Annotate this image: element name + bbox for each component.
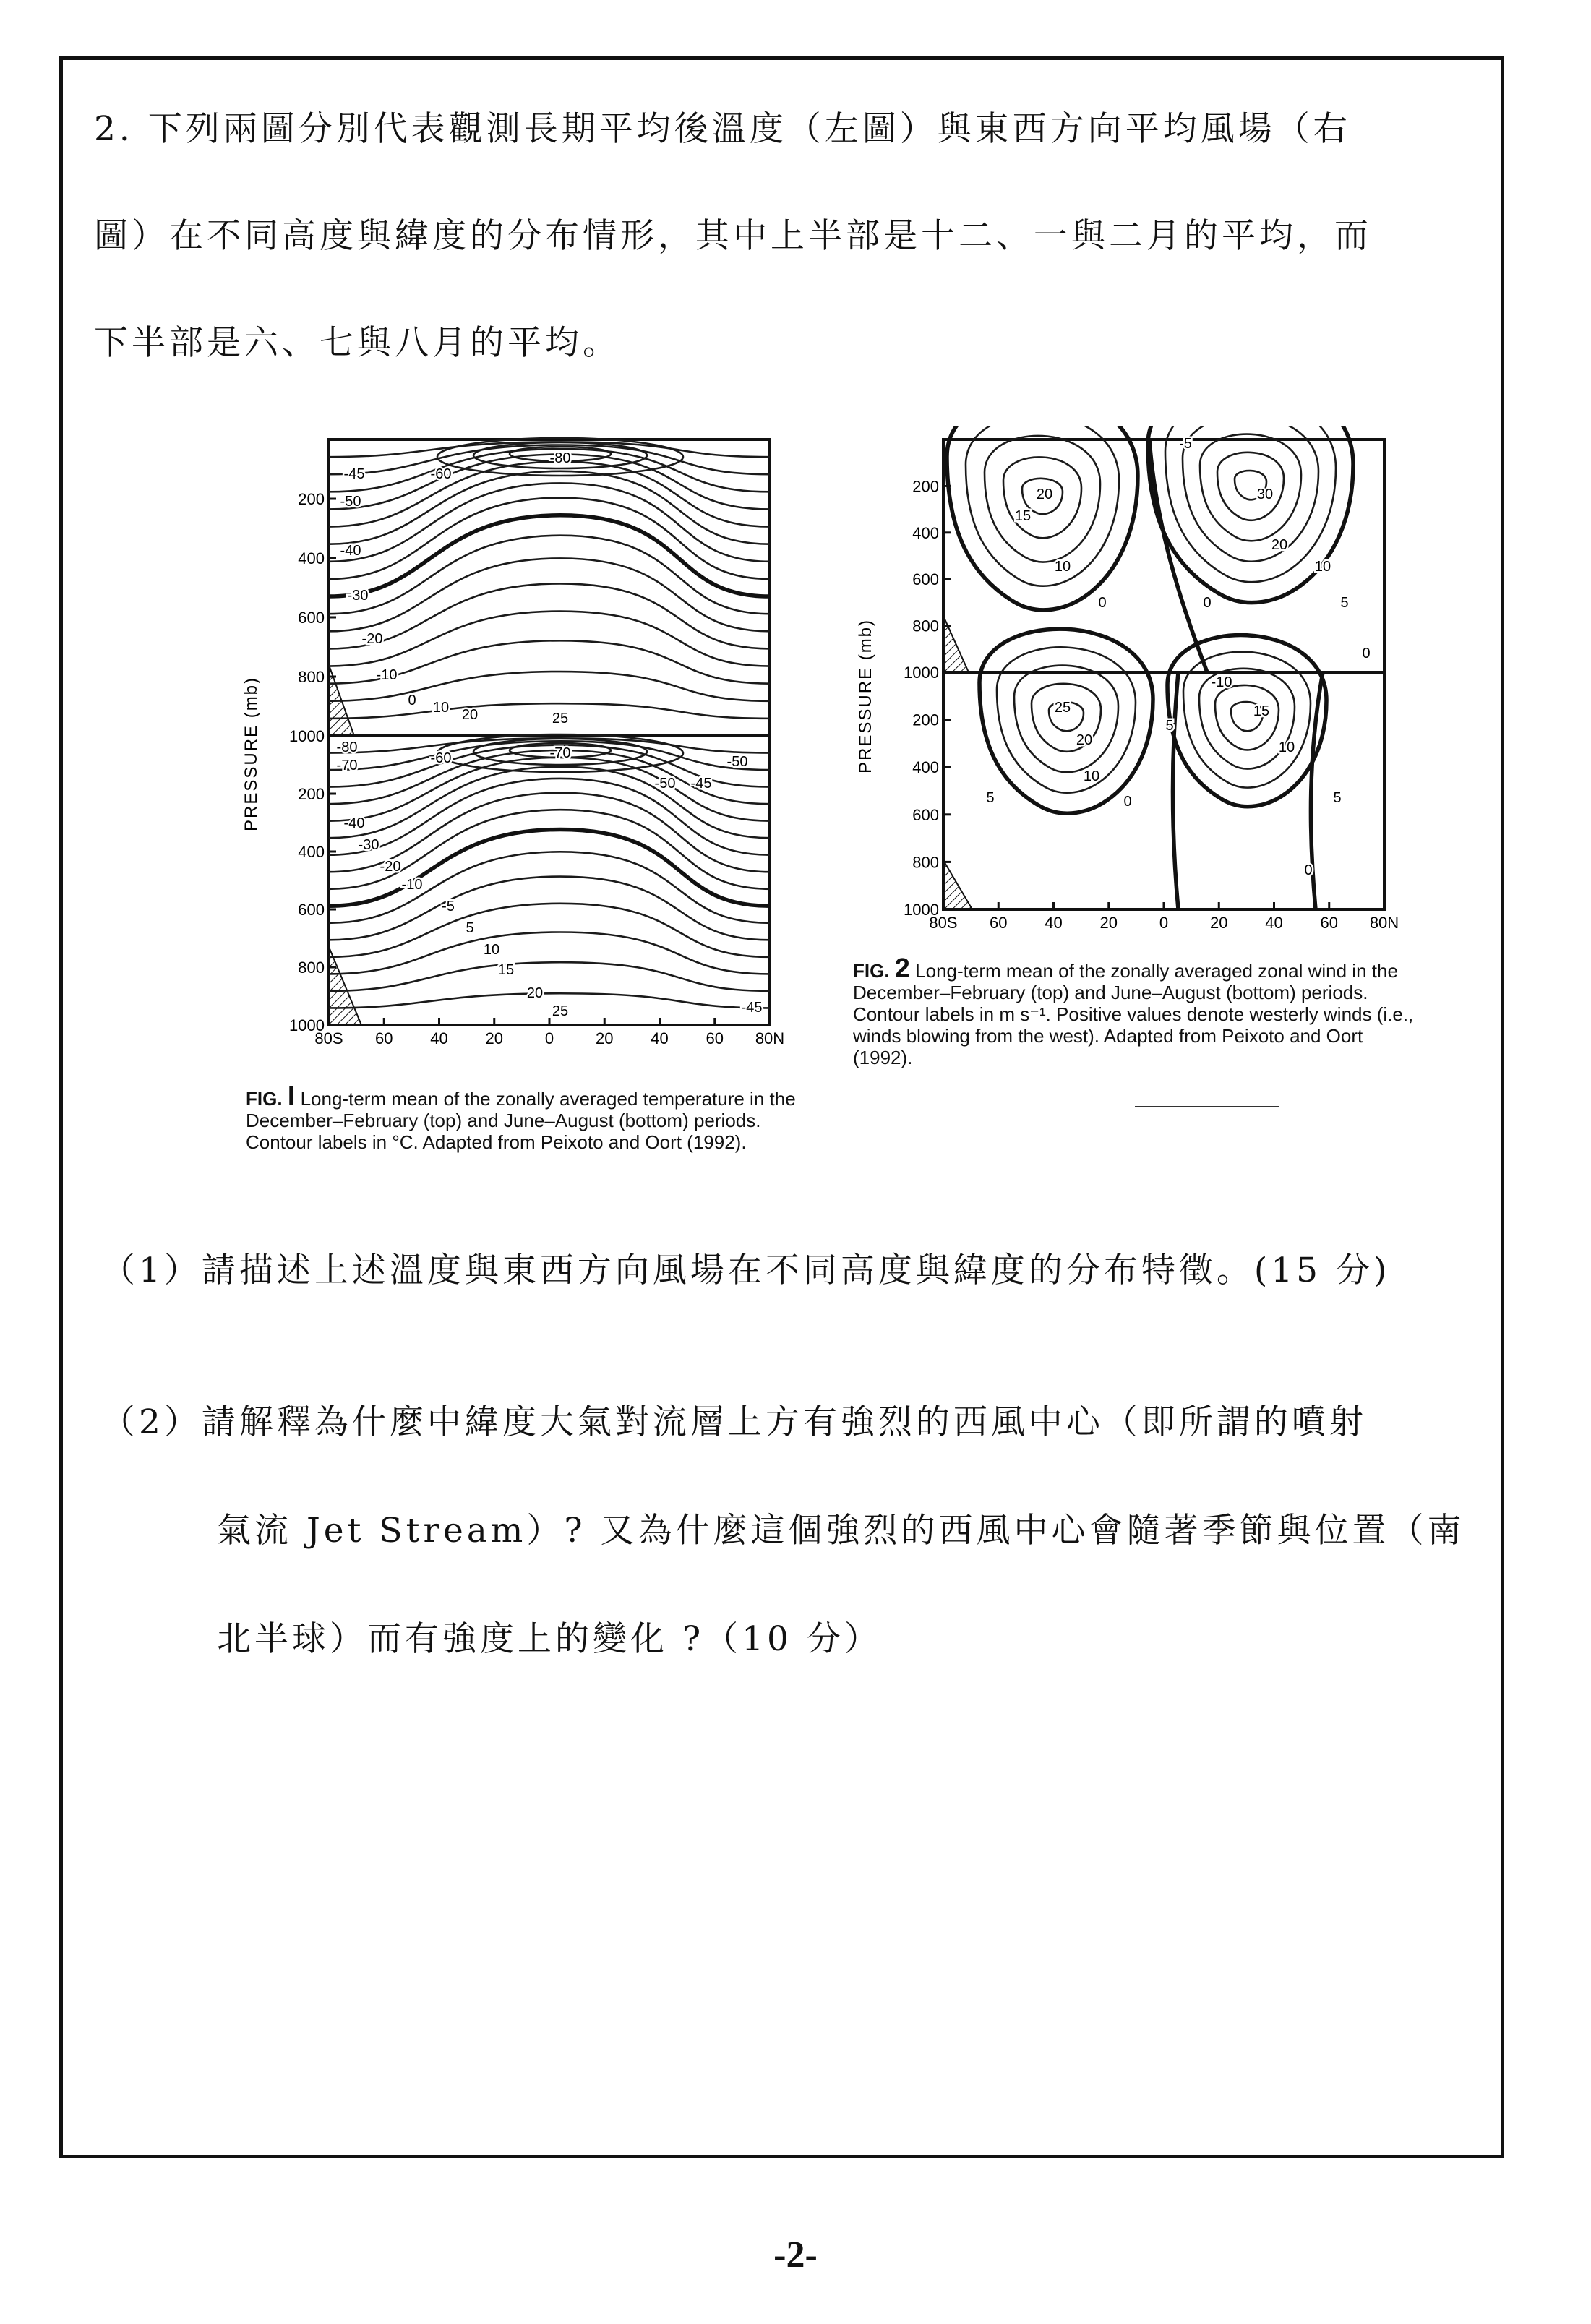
contour-label: 5 [986,790,995,806]
sub-question-2-line-1: （2）請解釋為什麼中緯度大氣對流層上方有強烈的西風中心（即所謂的噴射 [101,1402,1367,1442]
contour-label: -45 [343,466,365,482]
ytick-label: 1000 [289,1016,325,1034]
contour-label: -40 [343,815,365,831]
ytick-label: 200 [298,785,325,803]
ytick-label: 1000 [289,727,325,745]
isotach-contour [997,647,1136,792]
fig1-terrain-bottom [329,947,361,1025]
contour-label: 10 [1314,559,1331,575]
contour-label: -45 [690,776,712,792]
contour-label: 10 [483,942,500,958]
xtick-label: 0 [544,1029,554,1047]
xtick-label: 40 [1045,914,1063,932]
ytick-label: 200 [912,477,939,496]
ytick-label: 600 [912,805,939,824]
xtick-label: 60 [375,1029,393,1047]
xtick-label: 40 [651,1029,669,1047]
xtick-label: 80S [314,1029,343,1047]
fig1-ylabel: PRESSURE (mb) [241,676,261,831]
contour-label: -40 [340,543,361,559]
contour-label: 5 [1333,790,1342,806]
contour-label: 15 [1014,508,1032,524]
contour-label: -10 [401,877,423,893]
ytick-label: 800 [912,853,939,872]
xtick-label: 0 [1159,914,1169,932]
contour-label: -10 [1211,674,1232,690]
isotherm-contour [329,703,770,719]
question-line-1: 2. 下列兩圖分別代表觀測長期平均後溫度（左圖）與東西方向平均風場（右 [94,109,1351,149]
contour-label: 20 [1076,732,1093,748]
xtick-label: 80N [755,1029,785,1047]
ytick-label: 400 [912,758,939,777]
isotach-contour [947,426,1138,610]
contour-label: -20 [361,631,383,647]
contour-label: 10 [1054,559,1071,575]
ytick-label: 400 [298,549,325,567]
contour-label: 15 [1253,703,1270,719]
isotherm-contour [329,993,770,1008]
isotherm-contour [329,583,770,648]
xtick-label: 40 [1265,914,1283,932]
isotach-contour [1217,453,1284,520]
fig2-caption-number: 2 [894,953,910,984]
question-line-2: 圖）在不同高度與緯度的分布情形，其中上半部是十二、一與二月的平均，而 [94,216,1372,256]
contour-label: -60 [430,466,452,482]
contour-label: 0 [408,693,416,708]
fig2-terrain-top [943,616,969,672]
fig2-contours [947,426,1353,909]
contour-label: 25 [1054,700,1071,716]
contour-label: -5 [442,899,455,914]
contour-label: -80 [336,739,358,755]
contour-label: -80 [549,450,571,466]
isotherm-contour [329,483,770,561]
ytick-label: 1000 [904,664,939,682]
contour-label: -70 [336,758,358,773]
fig2-ylabel: PRESSURE (mb) [856,618,875,773]
contour-label: 25 [552,711,569,726]
temperature-cross-section-figure [231,426,824,1055]
contour-label: 20 [1271,537,1288,553]
contour-label: -50 [654,776,676,792]
xtick-label: 40 [430,1029,448,1047]
ytick-label: 400 [912,523,939,542]
contour-label: 0 [1362,646,1371,661]
contour-label: 5 [466,920,474,936]
isotach-contour [1014,666,1118,773]
contour-label: 5 [1165,718,1174,734]
zero-wind-line [1311,672,1323,909]
question-line-3: 下半部是六、七與八月的平均。 [94,323,620,363]
xtick-label: 20 [1099,914,1118,932]
contour-label: 30 [1256,486,1274,502]
sub-question-1: （1）請描述上述溫度與東西方向風場在不同高度與緯度的分布特徵。(15 分) [101,1251,1391,1290]
contour-label: -20 [379,859,401,875]
ytick-label: 400 [298,843,325,861]
fig2-caption [853,953,1417,1068]
contour-label: 10 [432,700,450,716]
ytick-label: 600 [912,570,939,589]
xtick-label: 20 [485,1029,503,1047]
sub-question-2-line-3: 北半球）而有強度上的變化 ?（10 分） [217,1619,882,1659]
xtick-label: 20 [1210,914,1228,932]
xtick-label: 60 [990,914,1008,932]
fig2-caption-prefix: FIG. [853,960,890,982]
xtick-label: 80S [929,914,958,932]
contour-label: 0 [1304,862,1313,878]
contour-label: -10 [376,667,398,683]
fig1-caption-number: I [287,1081,296,1112]
fig1-caption-text: Long-term mean of the zonally averaged temperature in the December–February (top) and June–August (bottom) periods. Contour labels in °C. Adapted from Peixoto and Oort (1992). [246,1088,796,1153]
ytick-label: 600 [298,609,325,627]
fig1-caption-prefix: FIG. [246,1088,283,1110]
isotherm-contour [329,904,770,957]
fig2-terrain-bottom [943,860,972,909]
contour-label: 20 [526,985,544,1001]
contour-label: -50 [340,494,361,510]
contour-label: 20 [461,707,479,723]
contour-label: -5 [1179,436,1192,452]
contour-label: 10 [1083,768,1100,784]
contour-label: 5 [1340,595,1349,611]
contour-label: -60 [430,750,452,766]
contour-label: 0 [1098,595,1107,611]
page-number: -2- [773,2234,818,2276]
contour-label: 25 [552,1003,569,1019]
isotach-contour [1200,434,1301,541]
isotach-contour [979,629,1153,813]
zero-wind-line [1173,672,1179,909]
contour-label: -50 [726,754,748,770]
zonal-wind-cross-section-figure [846,426,1424,947]
contour-label: -30 [358,837,379,853]
contour-label: 15 [497,962,515,978]
contour-label: 0 [1123,794,1132,810]
contour-label: 0 [1203,595,1212,611]
xtick-label: 60 [1320,914,1338,932]
sub-question-2-line-2: 氣流 Jet Stream）? 又為什麼這個強烈的西風中心會隨著季節與位置（南 [217,1511,1465,1551]
fig2-caption-text: Long-term mean of the zonally averaged zonal wind in the December–February (top) and June–August (bottom) periods. Contour labels in m s⁻¹. Positive values denote westerly winds (i.e., winds blowing from the west). Adapted from Peixoto and Oort (1992). [853,960,1414,1068]
isotherm-contour [329,498,770,579]
contour-label: 20 [1036,486,1053,502]
fig1-caption [246,1081,810,1153]
isotach-contour [1167,635,1326,807]
ytick-label: 800 [912,617,939,635]
contour-label: -30 [347,588,369,604]
contour-label: 10 [1278,739,1295,755]
isotherm-contour [329,612,770,666]
ytick-label: 600 [298,901,325,919]
xtick-label: 60 [706,1029,724,1047]
ytick-label: 200 [298,490,325,508]
ytick-label: 800 [298,668,325,686]
xtick-label: 80N [1369,914,1399,932]
ytick-label: 800 [298,959,325,977]
isotherm-contour [329,558,770,631]
contour-label: -45 [741,1000,763,1016]
contour-label: -70 [549,745,571,761]
xtick-label: 20 [596,1029,614,1047]
ytick-label: 1000 [904,901,939,919]
divider [1135,1106,1279,1107]
ytick-label: 200 [912,711,939,729]
isotherm-contour [329,877,770,940]
isotherm-contour [329,932,770,974]
